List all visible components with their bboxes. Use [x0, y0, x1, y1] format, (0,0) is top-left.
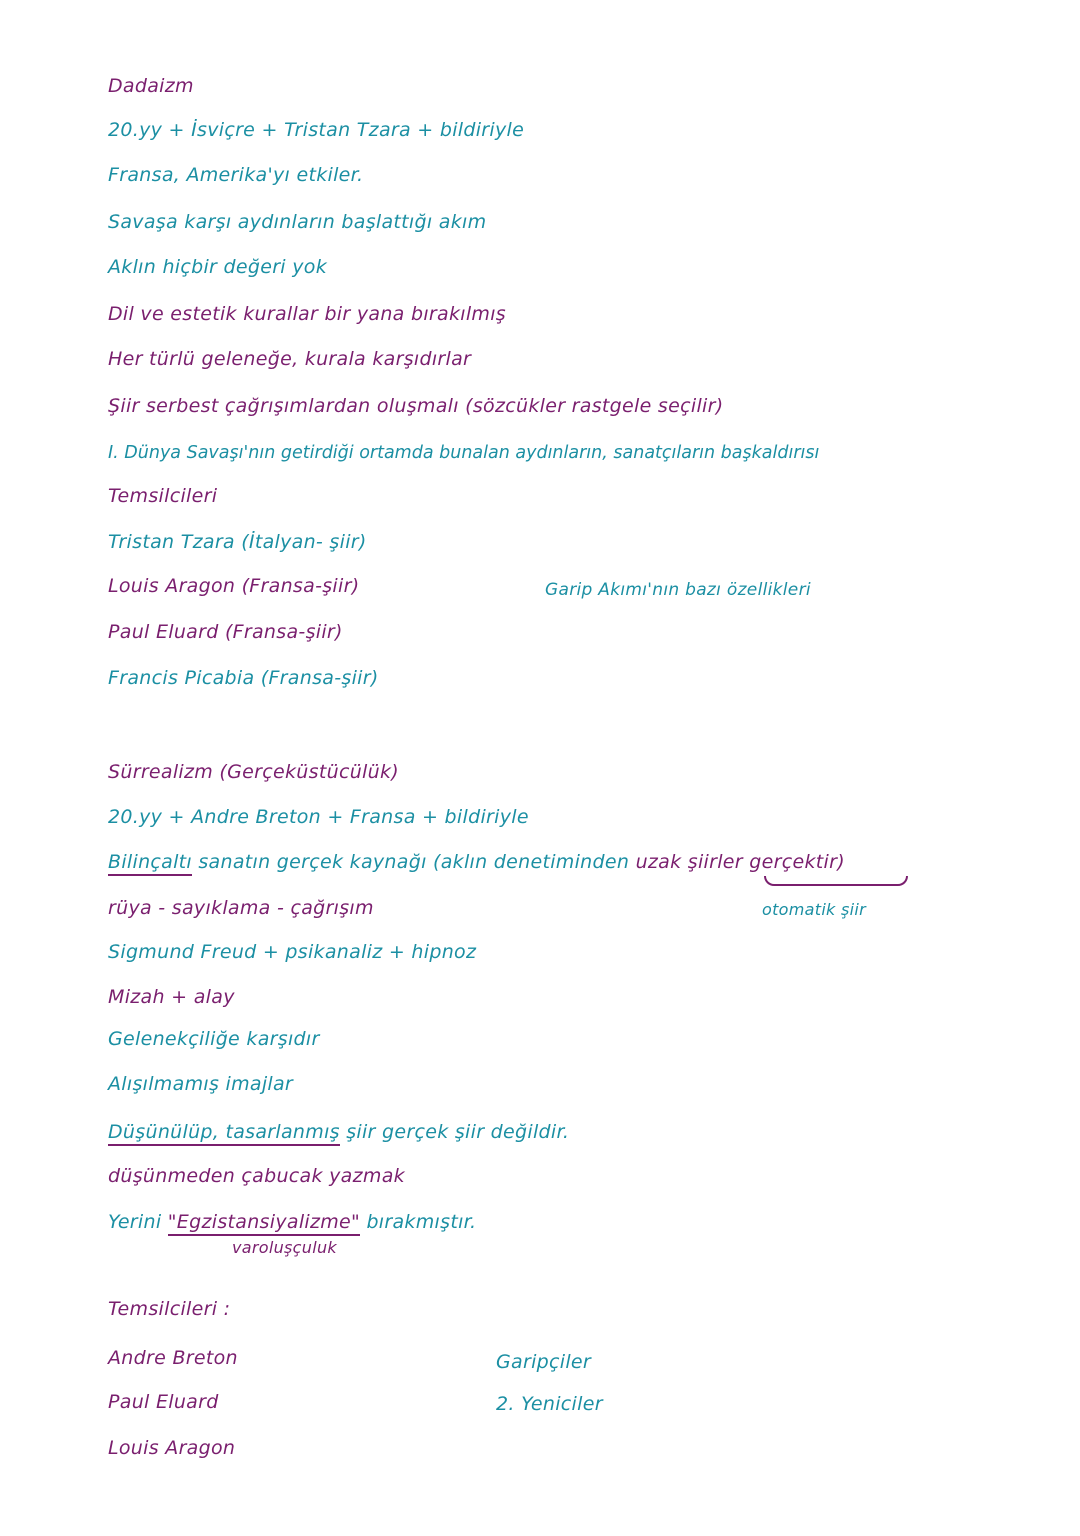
dada-rep-4: Francis Picabia (Fransa-şiir) [108, 667, 379, 689]
surreal-line-7: Alışılmamış imajlar [108, 1073, 294, 1095]
dada-reps-title: Temsilcileri [108, 485, 218, 507]
dada-line-3: Savaşa karşı aydınların başlattığı akım [108, 211, 487, 233]
dusunulup-term: Düşünülüp, tasarlanmış [108, 1121, 340, 1146]
surreal-line-8 [108, 1120, 569, 1144]
influence-1: Garipçiler [496, 1351, 592, 1373]
dada-line-2: Fransa, Amerika'yı etkiler. [108, 164, 364, 186]
dada-rep-2: Louis Aragon (Fransa-şiir) [108, 575, 360, 597]
surreal-line-2-end: gerçektir) [749, 851, 845, 873]
surreal-line-1: 20.yy + Andre Breton + Fransa + bildiriyle [108, 806, 529, 828]
surreal-line-2 [108, 850, 845, 874]
dada-title: Dadaizm [108, 75, 194, 97]
surreal-line-3: rüya - sayıklama - çağrışım [108, 897, 374, 919]
surreal-line-6: Gelenekçiliğe karşıdır [108, 1028, 320, 1050]
surreal-line-8-body: şiir gerçek şiir değildir. [346, 1121, 570, 1143]
surreal-rep-1: Andre Breton [108, 1347, 238, 1369]
uzak-siirler-term: uzak şiirler [635, 851, 743, 873]
dada-line-4: Aklın hiçbir değeri yok [108, 256, 327, 278]
yerini-word: Yerini [108, 1211, 162, 1233]
surreal-line-9: düşünmeden çabucak yazmak [108, 1165, 405, 1187]
surreal-rep-2: Paul Eluard [108, 1391, 219, 1413]
surreal-line-4: Sigmund Freud + psikanaliz + hipnoz [108, 941, 477, 963]
otomatik-siir-note: otomatik şiir [762, 900, 867, 919]
varolusculuk-note: varoluşçuluk [232, 1238, 337, 1257]
egzistansiyalizm-term: "Egzistansiyalizme" [168, 1211, 360, 1236]
dada-side-note: Garip Akımı'nın bazı özellikleri [545, 580, 811, 600]
surreal-line-10 [108, 1210, 476, 1234]
dada-line-7: Şiir serbest çağrışımlardan oluşmalı (sözcükler rastgele seçilir) [108, 395, 724, 417]
dada-line-8: I. Dünya Savaşı'nın getirdiği ortamda bunalan aydınların, sanatçıların başkaldırısı [108, 443, 820, 463]
surreal-rep-3: Louis Aragon [108, 1437, 236, 1459]
birakmistir-word: bırakmıştır. [366, 1211, 477, 1233]
dada-line-5: Dil ve estetik kurallar bir yana bırakılmış [108, 303, 506, 325]
bilincalti-term: Bilinçaltı [108, 851, 192, 876]
dada-line-1: 20.yy + İsviçre + Tristan Tzara + bildiriyle [108, 119, 525, 141]
dada-rep-1: Tristan Tzara (İtalyan- şiir) [108, 531, 367, 553]
brace-mark [764, 876, 908, 886]
dada-rep-3: Paul Eluard (Fransa-şiir) [108, 621, 343, 643]
surreal-line-2-body: sanatın gerçek kaynağı (aklın denetiminden [198, 851, 630, 873]
surreal-title: Sürrealizm (Gerçeküstücülük) [108, 761, 399, 783]
dada-line-6: Her türlü geleneğe, kurala karşıdırlar [108, 348, 472, 370]
surreal-reps-title: Temsilcileri : [108, 1298, 231, 1320]
influence-2: 2. Yeniciler [496, 1393, 603, 1415]
surreal-line-5: Mizah + alay [108, 986, 235, 1008]
